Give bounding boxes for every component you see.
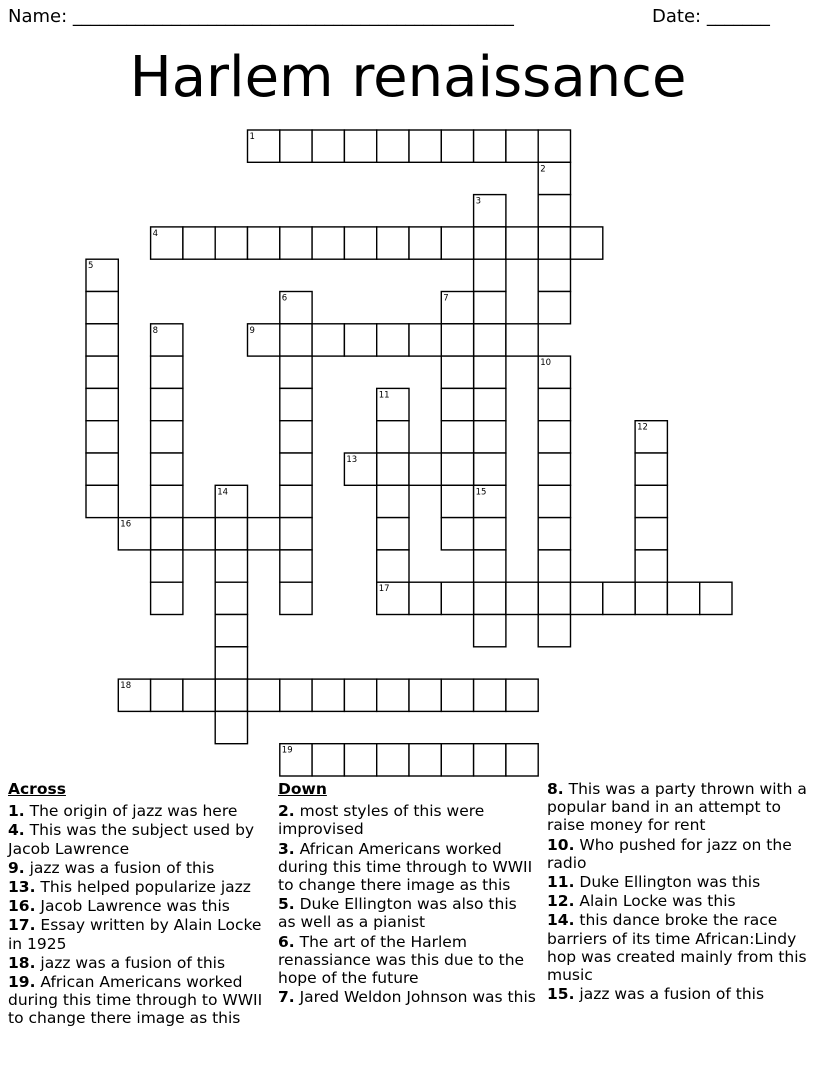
grid-cell[interactable] — [151, 388, 183, 420]
cell-number: 6 — [281, 293, 288, 304]
cell-number: 2 — [540, 164, 546, 175]
grid-cell[interactable] — [538, 421, 570, 453]
grid-cell[interactable] — [344, 744, 376, 776]
grid-cell[interactable] — [86, 356, 118, 388]
grid-cell[interactable] — [441, 324, 473, 356]
cell-number: 8 — [152, 325, 159, 336]
grid-cell[interactable] — [377, 324, 409, 356]
grid-cell[interactable] — [151, 582, 183, 614]
clue-text: African Americans worked during this time through to WWII to change there image as this — [8, 973, 263, 1028]
grid-cell[interactable] — [474, 259, 506, 291]
grid-cell[interactable] — [441, 744, 473, 776]
grid-cell[interactable] — [344, 324, 376, 356]
grid-cell[interactable] — [538, 615, 570, 647]
grid-cell[interactable] — [377, 421, 409, 453]
grid-cell[interactable] — [474, 453, 506, 485]
grid-cell[interactable] — [474, 615, 506, 647]
cell-number: 11 — [378, 390, 390, 401]
grid-cell[interactable] — [377, 227, 409, 259]
grid-cell[interactable] — [635, 582, 667, 614]
clue-item — [547, 780, 809, 835]
grid-cell[interactable] — [215, 550, 247, 582]
clue-number: 2. — [278, 802, 295, 821]
grid-cell[interactable] — [86, 421, 118, 453]
grid-cell[interactable] — [151, 679, 183, 711]
clue-number: 3. — [278, 839, 295, 858]
clue-number: 7. — [278, 988, 295, 1007]
clue-text: The art of the Harlem renassiance was this due to the hope of the future — [278, 932, 525, 988]
grid-cell[interactable] — [538, 453, 570, 485]
down-heading: Down — [278, 780, 327, 798]
clue-item — [547, 892, 809, 910]
grid-cell[interactable] — [151, 485, 183, 517]
grid-cell[interactable] — [280, 453, 312, 485]
grid-cell[interactable] — [474, 421, 506, 453]
grid-cell[interactable] — [409, 582, 441, 614]
grid-cell[interactable] — [538, 227, 570, 259]
clue-number: 12. — [547, 892, 575, 911]
clue-item — [278, 933, 536, 988]
grid-cell[interactable] — [474, 679, 506, 711]
grid-cell[interactable] — [215, 711, 247, 743]
grid-cell[interactable] — [151, 453, 183, 485]
down-clues — [278, 780, 536, 1007]
grid-cell[interactable] — [312, 227, 344, 259]
clue-text: Who pushed for jazz on the radio — [547, 835, 792, 872]
cell-number: 16 — [120, 519, 132, 530]
grid-cell[interactable] — [377, 744, 409, 776]
clue-item — [8, 802, 264, 820]
clue-text: jazz was a fusion of this — [574, 985, 765, 1004]
date-line: _______ — [706, 6, 770, 27]
clue-number: 10. — [547, 835, 575, 854]
cell-number: 1 — [249, 132, 255, 142]
grid-cell[interactable] — [474, 130, 506, 162]
grid-cell[interactable] — [377, 453, 409, 485]
grid-cell[interactable] — [344, 227, 376, 259]
cell-number: 10 — [540, 358, 552, 369]
grid-cell[interactable] — [151, 518, 183, 550]
grid-cell[interactable] — [506, 130, 538, 162]
cell-number: 4 — [152, 228, 159, 239]
cell-number: 17 — [378, 584, 390, 595]
grid-cell[interactable] — [86, 292, 118, 324]
grid-cell[interactable] — [667, 582, 699, 614]
grid-cell[interactable] — [183, 227, 215, 259]
cell-number: 13 — [346, 455, 358, 465]
grid-cell[interactable] — [280, 356, 312, 388]
clue-text: Duke Ellington was this — [574, 873, 761, 892]
grid-cell[interactable] — [474, 582, 506, 614]
clue-text: this dance broke the race barriers of its time African:Lindy hop was created mainly from this music — [547, 911, 807, 985]
grid-cell[interactable] — [151, 421, 183, 453]
clue-number: 13. — [8, 878, 36, 897]
grid-cell[interactable] — [280, 582, 312, 614]
cell-number: 5 — [88, 261, 94, 272]
clue-number: 15. — [547, 985, 575, 1004]
grid-cell[interactable] — [506, 582, 538, 614]
clue-number: 6. — [278, 932, 295, 951]
clue-item — [278, 840, 536, 895]
grid-cell[interactable] — [635, 518, 667, 550]
grid-cell[interactable] — [280, 679, 312, 711]
grid-cell[interactable] — [312, 679, 344, 711]
grid-cell[interactable] — [312, 324, 344, 356]
date-label: Date: — [652, 6, 702, 27]
clue-item — [8, 916, 264, 952]
clue-text: Jacob Lawrence was this — [35, 897, 230, 916]
grid-cell[interactable] — [441, 679, 473, 711]
clue-item — [547, 985, 809, 1003]
grid-cell[interactable] — [441, 518, 473, 550]
grid-cell[interactable] — [280, 227, 312, 259]
grid-cell[interactable] — [635, 550, 667, 582]
grid-cell[interactable] — [538, 130, 570, 162]
clue-item — [8, 954, 264, 972]
clue-item — [8, 973, 264, 1028]
page-title: Harlem renaissance — [129, 45, 687, 110]
grid-cell[interactable] — [474, 388, 506, 420]
grid-cell[interactable] — [441, 582, 473, 614]
grid-cell[interactable] — [151, 356, 183, 388]
grid-cell[interactable] — [635, 453, 667, 485]
grid-cell[interactable] — [441, 356, 473, 388]
clue-item — [8, 821, 264, 857]
clue-number: 18. — [8, 953, 36, 972]
grid-cell[interactable] — [280, 324, 312, 356]
grid-cell[interactable] — [700, 582, 732, 614]
cell-number: 18 — [120, 681, 132, 692]
across-heading: Across — [8, 780, 66, 798]
grid-cell[interactable] — [474, 356, 506, 388]
grid-cell[interactable] — [409, 130, 441, 162]
clue-text: Jared Weldon Johnson was this — [294, 988, 536, 1007]
grid-cell[interactable] — [86, 453, 118, 485]
down-clues-continued — [547, 780, 809, 1004]
clue-number: 4. — [8, 821, 25, 840]
grid-cell[interactable] — [474, 518, 506, 550]
clue-text: This helped popularize jazz — [35, 878, 251, 897]
grid-cell[interactable] — [603, 582, 635, 614]
grid-cell[interactable] — [409, 227, 441, 259]
grid-cell[interactable] — [183, 679, 215, 711]
grid-cell[interactable] — [280, 518, 312, 550]
grid-cell[interactable] — [215, 227, 247, 259]
clue-text: jazz was a fusion of this — [35, 953, 226, 972]
clue-item — [8, 878, 264, 896]
grid-cell[interactable] — [474, 550, 506, 582]
grid-cell[interactable] — [409, 324, 441, 356]
clue-text: Alain Locke was this — [574, 892, 736, 911]
grid-cell[interactable] — [344, 130, 376, 162]
grid-cell[interactable] — [280, 550, 312, 582]
grid-cell[interactable] — [538, 388, 570, 420]
grid-cell[interactable] — [280, 130, 312, 162]
grid-cell[interactable] — [86, 388, 118, 420]
cell-number: 19 — [281, 745, 293, 756]
grid-cell[interactable] — [506, 744, 538, 776]
grid-cell[interactable] — [538, 518, 570, 550]
grid-cell[interactable] — [151, 550, 183, 582]
grid-cell[interactable] — [409, 453, 441, 485]
grid-cell[interactable] — [538, 485, 570, 517]
cell-number: 7 — [443, 293, 449, 304]
grid-cell[interactable] — [441, 388, 473, 420]
grid-cell[interactable] — [248, 518, 280, 550]
grid-cell[interactable] — [312, 130, 344, 162]
grid-cell[interactable] — [280, 421, 312, 453]
clue-number: 9. — [8, 858, 25, 877]
clue-text: Duke Ellington was also this as well as a pianist — [278, 895, 517, 932]
grid-cell[interactable] — [538, 292, 570, 324]
cell-number: 15 — [475, 487, 487, 498]
grid-cell[interactable] — [635, 485, 667, 517]
grid-cell[interactable] — [280, 388, 312, 420]
grid-cell[interactable] — [377, 130, 409, 162]
clue-number: 5. — [278, 895, 295, 914]
name-line: _________________________________________________ — [72, 6, 514, 27]
clue-number: 11. — [547, 873, 575, 892]
grid-cell[interactable] — [215, 615, 247, 647]
clue-number: 14. — [547, 911, 575, 930]
grid-cell[interactable] — [441, 453, 473, 485]
grid-cell[interactable] — [215, 647, 247, 679]
clue-number: 17. — [8, 916, 36, 935]
clue-text: This was the subject used by Jacob Lawrence — [8, 821, 255, 858]
clue-text: This was a party thrown with a popular band in an attempt to raise money for rent — [547, 780, 807, 835]
clue-item — [278, 988, 536, 1006]
grid-cell[interactable] — [248, 679, 280, 711]
grid-cell[interactable] — [377, 550, 409, 582]
clue-item — [547, 873, 809, 891]
grid-cell[interactable] — [506, 324, 538, 356]
grid-cell[interactable] — [248, 227, 280, 259]
grid-cell[interactable] — [506, 679, 538, 711]
clue-text: Essay written by Alain Locke in 1925 — [8, 916, 262, 953]
grid-cell[interactable] — [441, 130, 473, 162]
grid-cell[interactable] — [344, 679, 376, 711]
cell-number: 14 — [217, 487, 229, 498]
cell-number: 9 — [249, 325, 255, 336]
cell-number: 3 — [475, 196, 482, 207]
grid-cell[interactable] — [86, 324, 118, 356]
clue-item — [278, 895, 536, 931]
grid-cell[interactable] — [377, 485, 409, 517]
grid-cell[interactable] — [215, 679, 247, 711]
across-clues — [8, 780, 264, 1029]
clue-number: 1. — [8, 802, 25, 821]
clue-item — [8, 897, 264, 915]
grid-cell[interactable] — [409, 744, 441, 776]
grid-cell[interactable] — [183, 518, 215, 550]
grid-cell[interactable] — [215, 518, 247, 550]
grid-cell[interactable] — [409, 679, 441, 711]
clue-number: 8. — [547, 780, 564, 798]
grid-cell[interactable] — [474, 292, 506, 324]
clue-item — [547, 911, 809, 984]
clue-text: most styles of this were improvised — [278, 802, 485, 839]
clue-number: 19. — [8, 973, 36, 992]
grid-cell[interactable] — [377, 518, 409, 550]
cell-number: 12 — [637, 422, 648, 433]
grid-cell[interactable] — [538, 582, 570, 614]
clue-item — [547, 836, 809, 872]
grid-cell[interactable] — [474, 744, 506, 776]
grid-cell[interactable] — [280, 485, 312, 517]
clue-text: The origin of jazz was here — [24, 802, 238, 821]
grid-cell[interactable] — [441, 227, 473, 259]
grid-cell[interactable] — [538, 550, 570, 582]
grid-cell[interactable] — [538, 259, 570, 291]
grid-cell[interactable] — [377, 679, 409, 711]
clue-text: African Americans worked during this time through to WWII to change there image as this — [278, 839, 533, 895]
name-label: Name: — [8, 6, 68, 27]
grid-cell[interactable] — [474, 227, 506, 259]
grid-cell[interactable] — [441, 421, 473, 453]
grid-cell[interactable] — [571, 582, 603, 614]
grid-cell[interactable] — [86, 485, 118, 517]
clue-item — [278, 802, 536, 838]
grid-cell[interactable] — [312, 744, 344, 776]
grid-cell[interactable] — [215, 582, 247, 614]
grid-cell[interactable] — [571, 227, 603, 259]
clue-item — [8, 859, 264, 877]
grid-cell[interactable] — [538, 195, 570, 227]
grid-cell[interactable] — [441, 485, 473, 517]
clue-number: 16. — [8, 897, 36, 916]
grid-cell[interactable] — [474, 324, 506, 356]
clue-text: jazz was a fusion of this — [24, 858, 215, 877]
grid-cell[interactable] — [506, 227, 538, 259]
